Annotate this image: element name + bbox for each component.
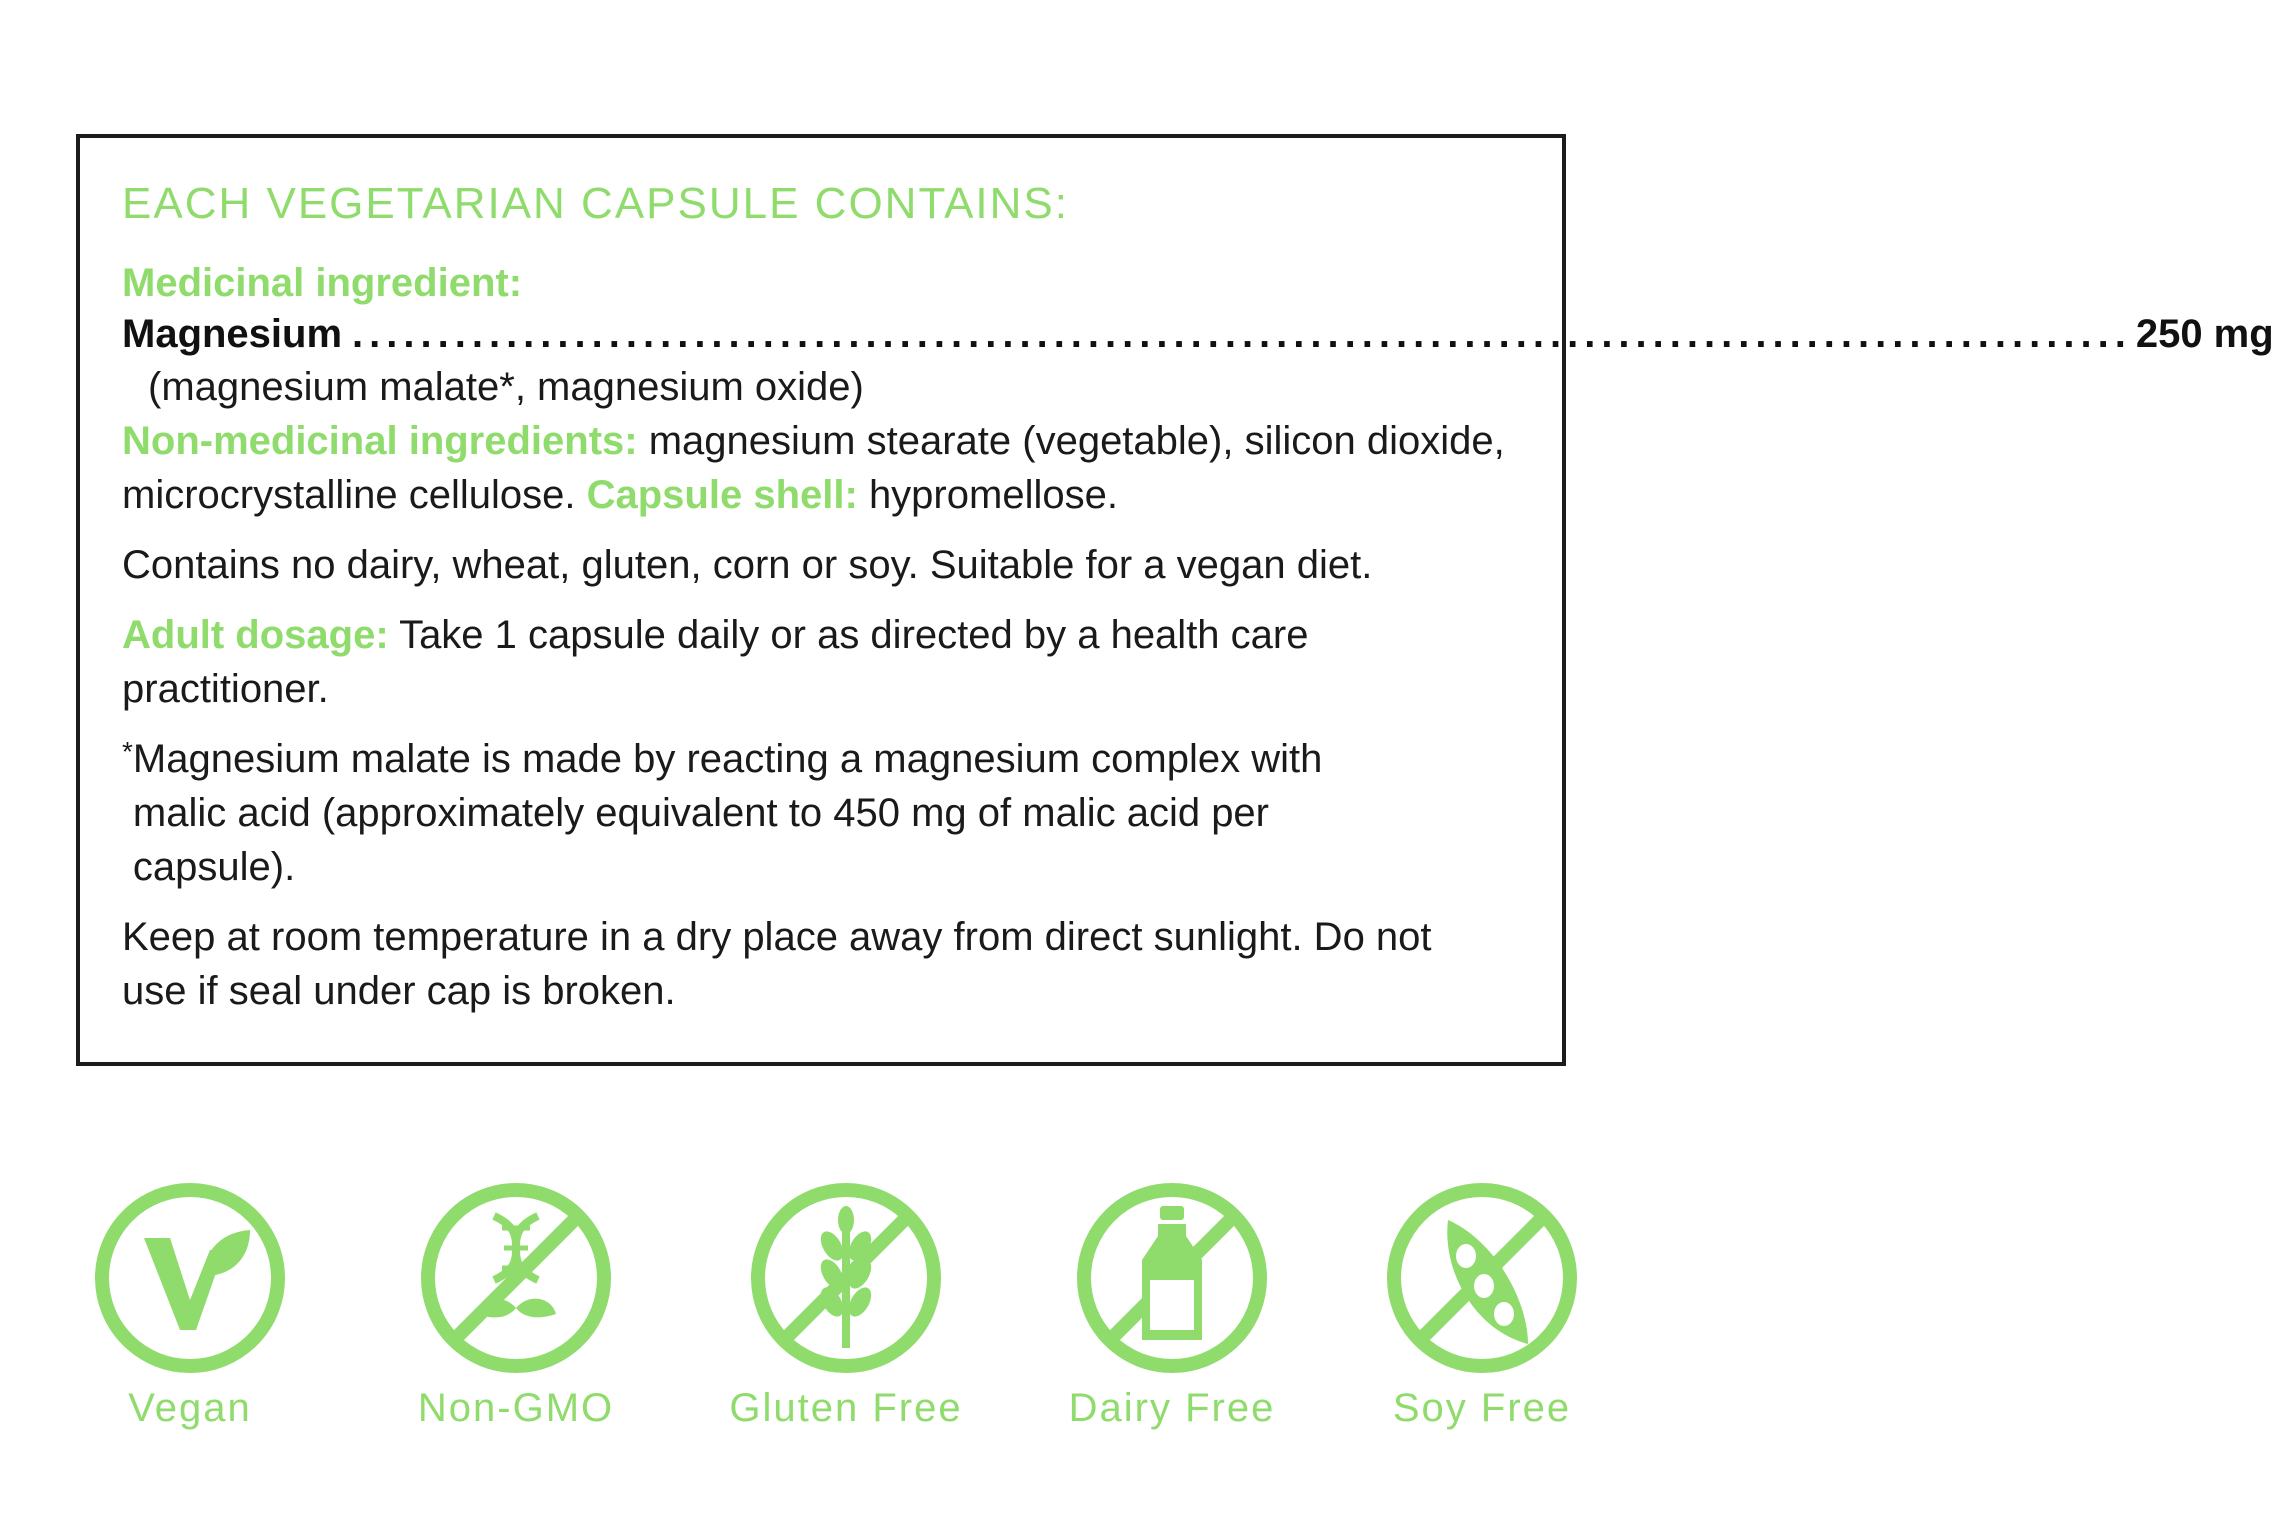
ingredient-row (122, 308, 2274, 360)
soy-free-pod-icon (1384, 1180, 1580, 1376)
footnote-paragraph (122, 732, 1482, 894)
badge-dairy-free-label: Dairy Free (1068, 1386, 1276, 1430)
non-medicinal-text: magnesium stearate (vegetable), silicon dioxide, microcrystalline cellulose. (122, 419, 1505, 517)
badge-non-gmo (396, 1180, 636, 1432)
allergen-statement: Contains no dairy, wheat, gluten, corn or soy. Suitable for a vegan diet. (122, 543, 1373, 587)
badge-vegan (70, 1180, 310, 1432)
footnote-text: Magnesium malate is made by reacting a magnesium complex with malic acid (approximately equivalent to 450 mg of malic acid per capsule). (132, 737, 1323, 889)
medicinal-ingredient-heading: Medicinal ingredient: (122, 261, 523, 305)
capsule-shell-text: hypromellose. (868, 473, 1118, 517)
footnote-marker: * (122, 736, 133, 767)
ingredient-amount: 250 mg (2135, 312, 2274, 356)
diet-badges-row (70, 1180, 1570, 1440)
non-medicinal-paragraph (122, 414, 1524, 522)
ingredient-sources: (magnesium malate*, magnesium oxide) (148, 365, 864, 409)
capsule-shell-heading: Capsule shell: (586, 473, 858, 517)
vegan-leaf-icon (92, 1180, 288, 1376)
storage-statement: Keep at room temperature in a dry place away from direct sunlight. Do not use if seal under cap is broken. (122, 915, 1432, 1013)
non-gmo-dna-icon (418, 1180, 614, 1376)
dairy-free-bottle-icon (1074, 1180, 1270, 1376)
supplement-facts-box (76, 134, 2274, 1066)
badge-soy-free (1362, 1180, 1602, 1432)
dosage-paragraph (122, 608, 1322, 716)
ingredient-name: Magnesium (122, 312, 343, 356)
badge-gluten-free-label: Gluten Free (729, 1386, 963, 1430)
dosage-text: Take 1 capsule daily or as directed by a health care practitioner. (122, 613, 1309, 711)
non-medicinal-heading: Non-medicinal ingredients: (122, 419, 638, 463)
badge-vegan-label: Vegan (128, 1386, 252, 1430)
ingredient-leader-dots: ........................................................................................................ (352, 312, 2132, 356)
badge-gluten-free (726, 1180, 966, 1432)
badge-soy-free-label: Soy Free (1392, 1386, 1572, 1430)
badge-non-gmo-label: Non-GMO (417, 1386, 615, 1430)
badge-dairy-free (1052, 1180, 1292, 1432)
dosage-heading: Adult dosage: (122, 613, 389, 657)
gluten-free-wheat-icon (748, 1180, 944, 1376)
label-heading: EACH VEGETARIAN CAPSULE CONTAINS: (122, 179, 1069, 228)
